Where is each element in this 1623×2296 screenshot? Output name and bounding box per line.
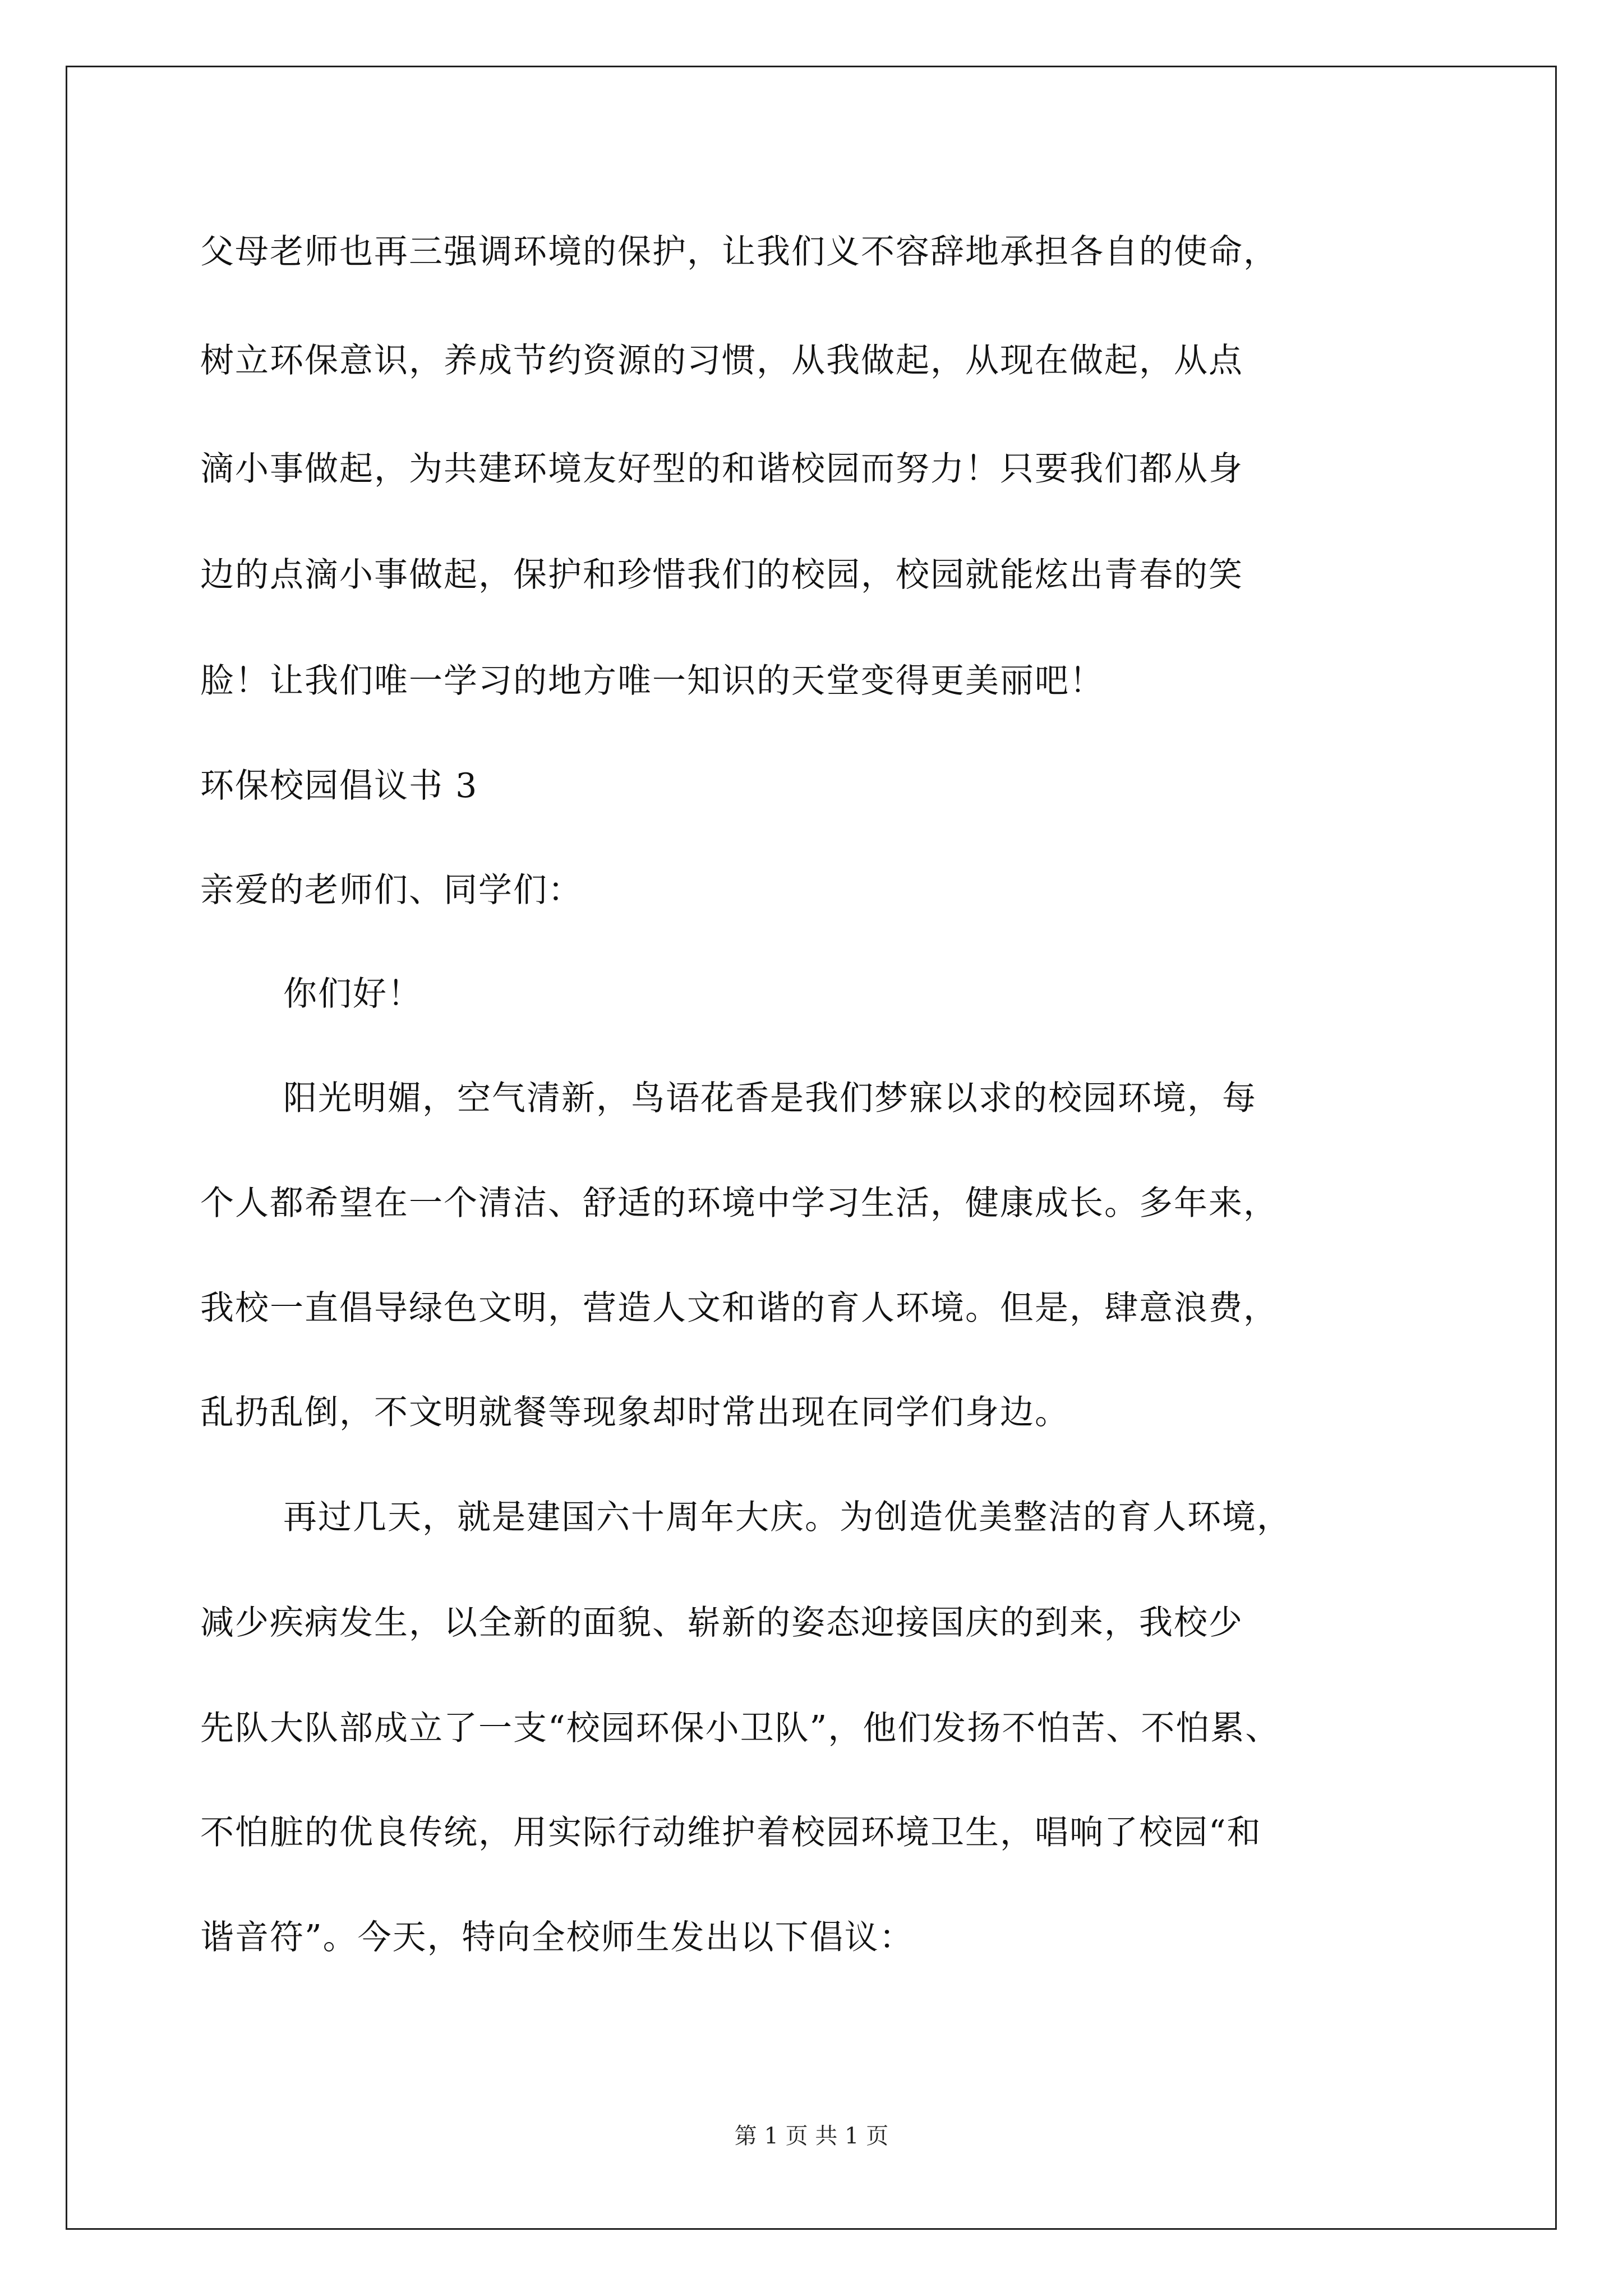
salutation: 亲爱的老师们、同学们： xyxy=(200,871,583,910)
paragraph-line: 滴小事做起，为共建环境友好型的和谐校园而努力！只要我们都从身 xyxy=(200,449,1243,489)
paragraph-line: 再过几天，就是建国六十周年大庆。为创造优美整洁的育人环境， xyxy=(283,1498,1292,1537)
paragraph-line: 减少疾病发生，以全新的面貌、崭新的姿态迎接国庆的到来，我校少 xyxy=(200,1603,1243,1642)
paragraph-line: 乱扔乱倒，不文明就餐等现象却时常出现在同学们身边。 xyxy=(200,1393,1069,1432)
page-border xyxy=(66,66,1557,2230)
page-footer: 第 1 页 共 1 页 xyxy=(734,2123,889,2149)
paragraph-line: 父母老师也再三强调环境的保护，让我们义不容辞地承担各自的使命， xyxy=(200,232,1278,272)
section-title: 环保校园倡议书 3 xyxy=(200,766,478,806)
greeting: 你们好！ xyxy=(283,974,422,1014)
paragraph-line: 不怕脏的优良传统，用实际行动维护着校园环境卫生，唱响了校园“和 xyxy=(200,1813,1262,1852)
paragraph-line: 我校一直倡导绿色文明，营造人文和谐的育人环境。但是，肆意浪费， xyxy=(200,1289,1278,1328)
paragraph-line: 脸！让我们唯一学习的地方唯一知识的天堂变得更美丽吧！ xyxy=(200,661,1104,701)
paragraph-line: 谐音符”。今天，特向全校师生发出以下倡议： xyxy=(200,1918,914,1957)
paragraph-line: 阳光明媚，空气清新，鸟语花香是我们梦寐以求的校园环境，每 xyxy=(283,1079,1257,1118)
paragraph-line: 个人都希望在一个清洁、舒适的环境中学习生活，健康成长。多年来， xyxy=(200,1184,1278,1223)
paragraph-line: 树立环保意识，养成节约资源的习惯，从我做起，从现在做起，从点 xyxy=(200,341,1243,380)
paragraph-line: 先队大队部成立了一支“校园环保小卫队”，他们发扬不怕苦、不怕累、 xyxy=(200,1709,1280,1748)
paragraph-line: 边的点滴小事做起，保护和珍惜我们的校园，校园就能炫出青春的笑 xyxy=(200,555,1243,595)
